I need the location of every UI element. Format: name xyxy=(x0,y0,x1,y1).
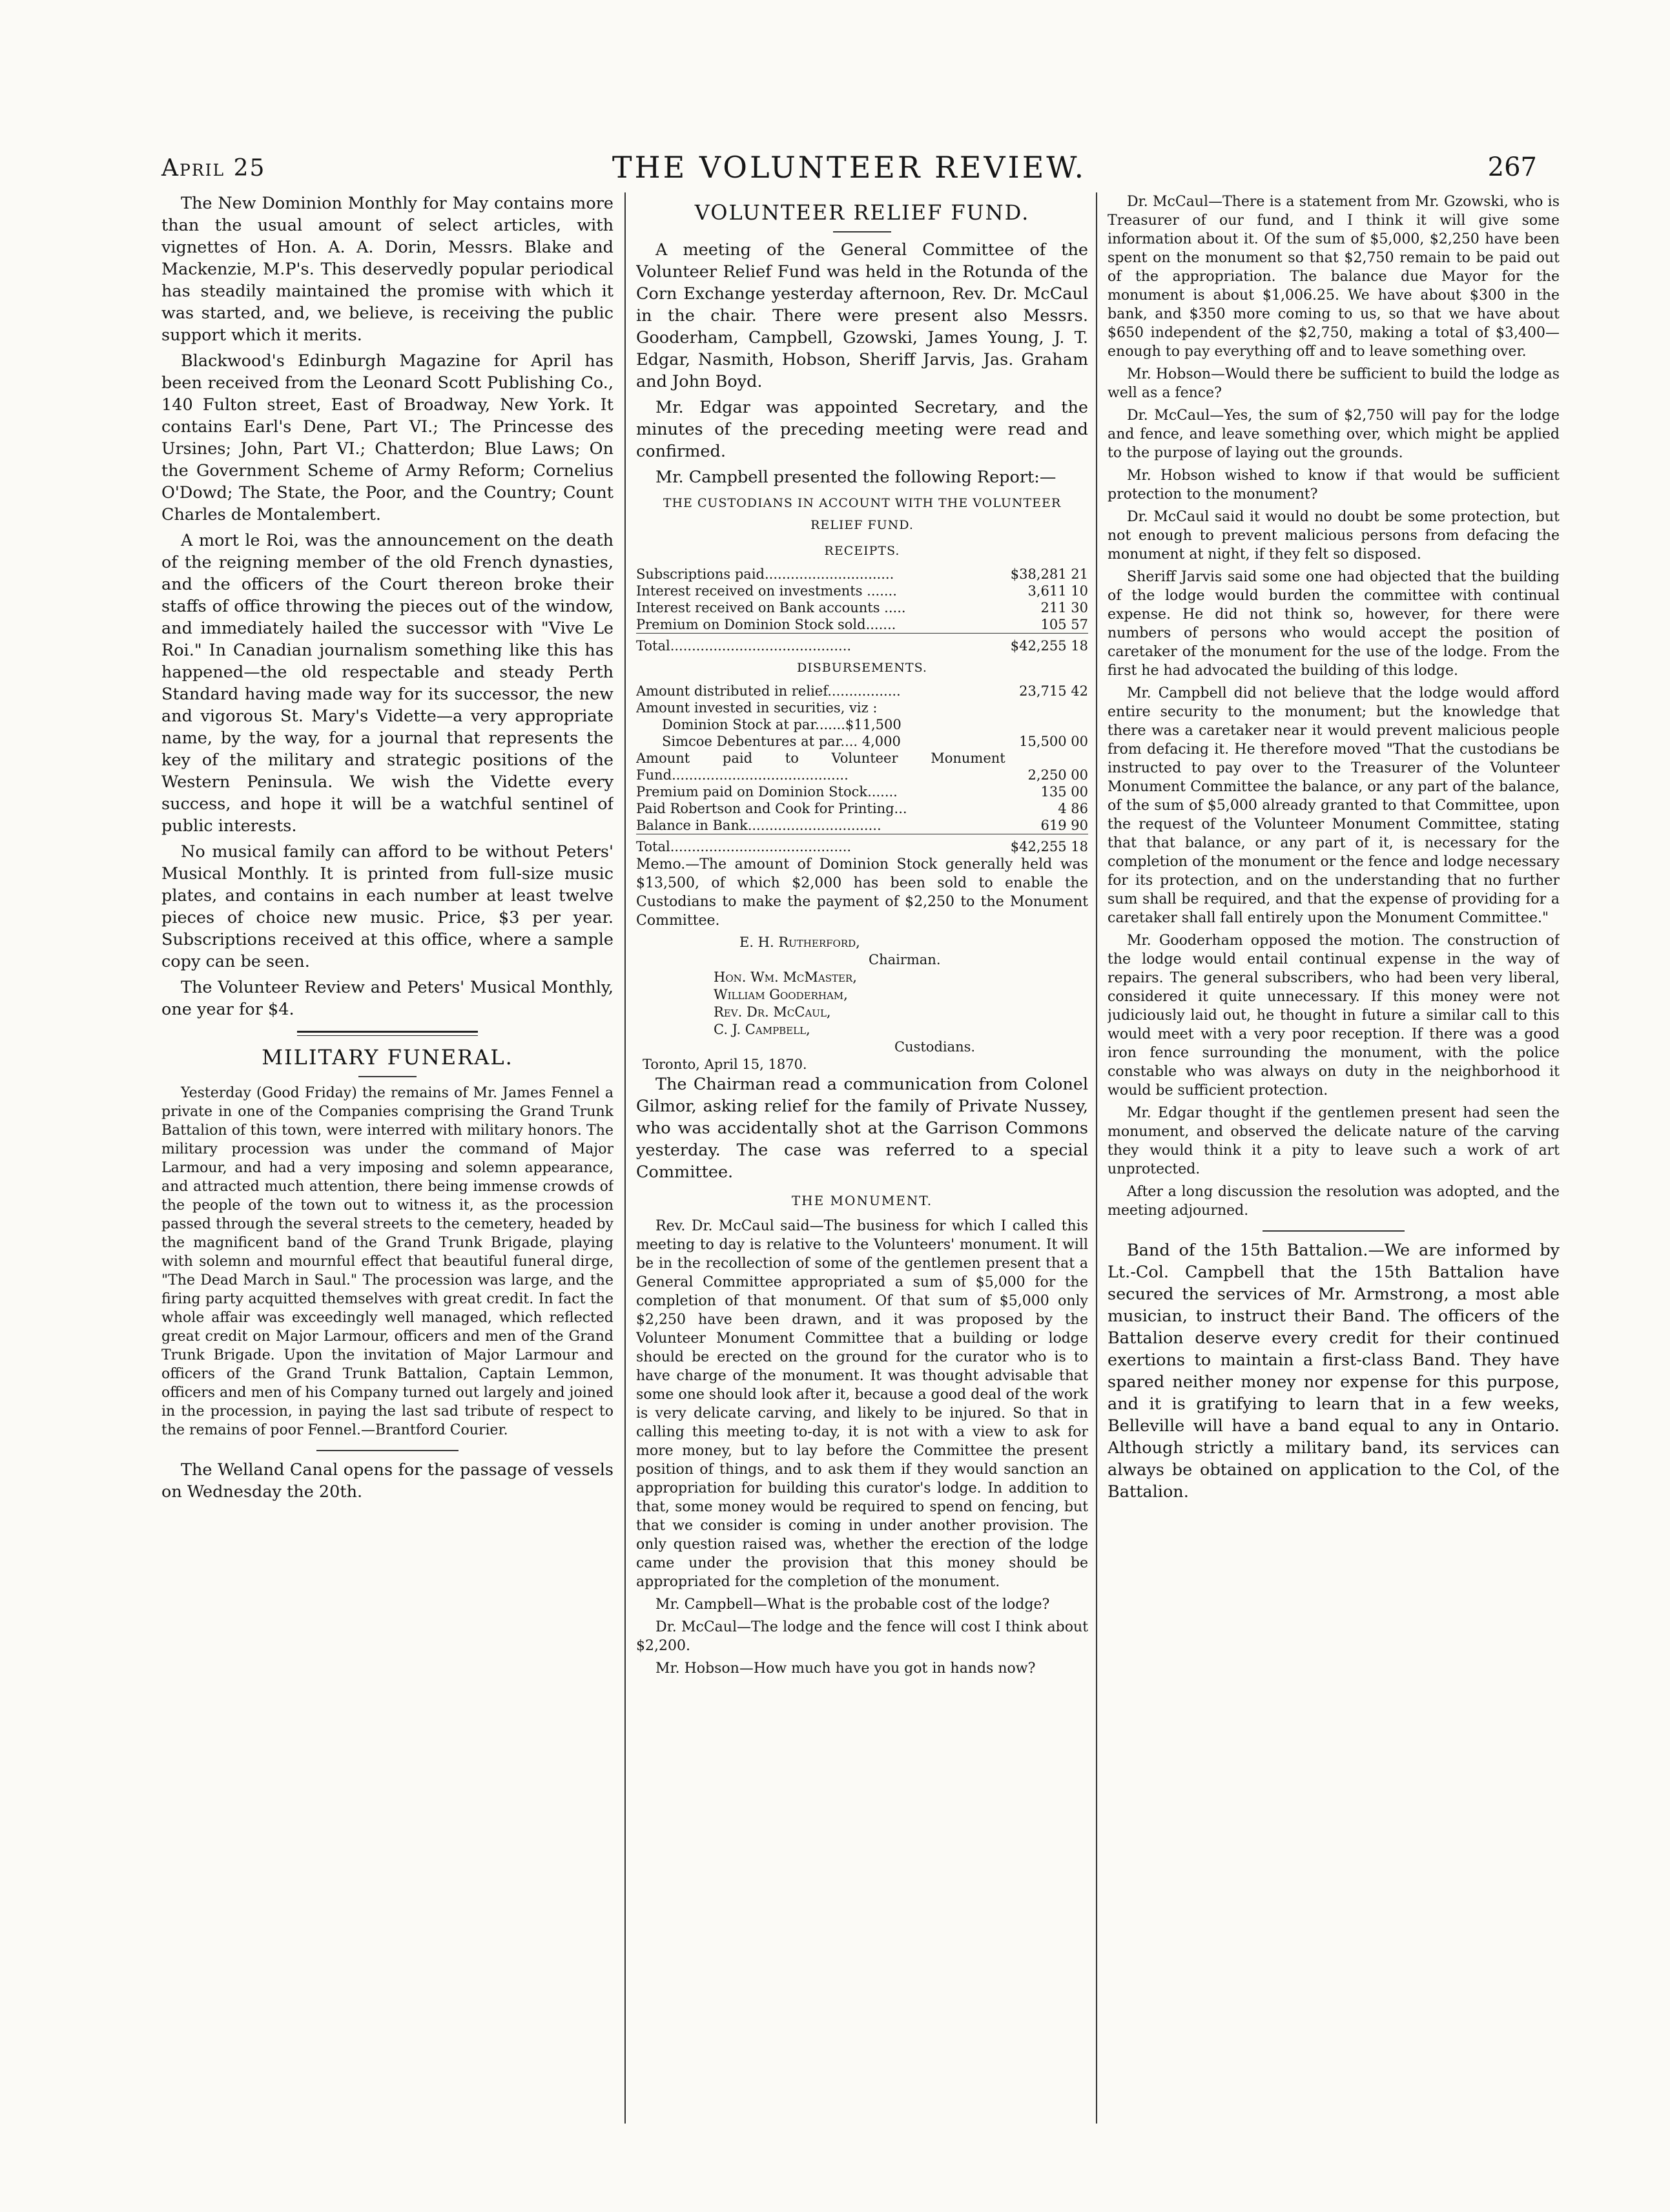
hobson-lodge-question: Mr. Hobson—Would there be sufficient to build the lodge as well as a fence? xyxy=(1108,366,1560,401)
funeral-heading: MILITARY FUNERAL. xyxy=(262,1045,513,1070)
table-row: Amount paid to Volunteer Monument Fund......................................... 2,250 00 xyxy=(636,750,1088,783)
mccaul-lodge-answer: Dr. McCaul—Yes, the sum of $2,750 will pay for the lodge and fence, and leave something over, which might be applied to the purpose of laying out the grounds. xyxy=(1108,408,1560,461)
musical-monthly-notice: No musical family can afford to be without Peters' Musical Monthly. It is printed from full-size music plates, and contains in each number at least twelve pieces of choice new music. Price, $3 per year. Subscriptions received at this office, where a sample copy can be seen. xyxy=(161,842,613,971)
resolution-adopted: After a long discussion the resolution was adopted, and the meeting adjourned. xyxy=(1108,1184,1560,1219)
mccaul-speech: Rev. Dr. McCaul said—The business for which I called this meeting to day is relative to the Volunteers' monument. It will be in the recollection of some of the gentlemen present that a General Committee appropriated a sum of $5,000 for the completion of that monument. Of that sum of $5,000 only $2,250 have been drawn, and it was proposed by the Volunteer Monument Committee that a building or lodge should be erected on the ground for the curator who is to have charge of the monument. It was thought advisable that some one should look after it, because a good deal of the work is very delicate carving, and likely to be injured. So that in calling this meeting to-day, it is not with a view to ask for more money, but to lay before the Committee the present position of things, and to ask them if they would sanction an appropriation for building this curator's lodge. In addition to that, some money would be required to spend on fencing, but that we consider is coming in under another provision. The only question raised was, whether the erection of the lodge came under the provision that this money should be appropriated for the completion of the monument. xyxy=(636,1218,1088,1590)
campbell-motion: Mr. Campbell did not believe that the lodge would afford entire security to the monument; but the knowledge that there was a caretaker near it would prevent malicious people from defacing it. He therefore moved "That the custodians be instructed to pay over to the Treasurer of the Volunteer Monument Committee the balance, or any part of the balance, of the sum of $5,000 already granted to that Committee, upon the request of the Volunteer Monument Committee, stating that that balance, or any part of it, is necessary for the completion of the monument or the fence and lodge necessary for its protection, and on the understanding that no further sum shall be required, and that the expense of providing for a caretaker shall fall entirely upon the Monument Committee." xyxy=(1108,685,1560,926)
relief-fund-heading: VOLUNTEER RELIEF FUND. xyxy=(694,200,1030,225)
meeting-paragraph: A meeting of the General Committee of the Volunteer Relief Fund was held in the Rotunda of the Corn Exchange yesterday afternoon, Rev. Dr. McCaul in the chair. There were present also Messrs. Gooderham, Campbell, Gzowski, James Young, J. T. Edgar, Nasmith, Hobson, Sheriff Jarvis, Jas. Graham and John Boyd. xyxy=(636,240,1088,391)
jarvis-remarks: Sheriff Jarvis said some one had objected that the building of the lodge would burden the committee with continual expense. He did not think so, however, for there were numbers of persons who would accept the position of caretaker of the monument for the use of the lodge. From the first he had advocated the building of this lodge. xyxy=(1108,569,1560,679)
table-row: Subscriptions paid.............................. $38,281 21 xyxy=(636,566,1088,582)
heading-rule xyxy=(358,1076,417,1077)
signature-block: E. H. Rutherford, Chairman. Hon. Wm. McMaster, William Gooderham, Rev. Dr. McCaul, C. J. Campbell, Custodians. Toronto, April 15, 1870. xyxy=(643,935,976,1072)
column-left xyxy=(161,192,613,2175)
edgar-remarks: Mr. Edgar thought if the gentlemen present had seen the monument, and observed the delicate nature of the carving they would think it a pity to leave such a work of art unprotected. xyxy=(1108,1105,1560,1177)
table-row: Interest received on Bank accounts ..... 211 30 xyxy=(636,600,1088,615)
section-rule xyxy=(316,1450,459,1451)
gooderham-opposition: Mr. Gooderham opposed the motion. The construction of the lodge would entail continual expense in the way of repairs. The general subscribers, who had been very liberal, considered it quite unnecessary. If this money were not judiciously laid out, he thought in future a similar call to this would meet with a very poor reception. If there was a good iron fence surrounding the monument, with the police constable who was always on duty in the neighborhood it would be sufficient protection. xyxy=(1108,933,1560,1099)
section-rule xyxy=(1263,1230,1405,1232)
column-divider xyxy=(624,192,626,2124)
hobson-protection-question: Mr. Hobson wished to know if that would be sufficient protection to the monument? xyxy=(1108,468,1560,502)
table-row: Simcoe Debentures at par.... 4,000 15,500 00 xyxy=(662,734,1088,749)
funeral-article: Yesterday (Good Friday) the remains of Mr. James Fennel a private in one of the Companies comprising the Grand Trunk Battalion of this town, were interred with military honors. The military procession was under the command of Major Larmour, and had a very imposing and solemn appearance, and attracted much attention, there being immense crowds of the people of the town out to witness it, as the procession passed through the several streets to the cemetery, headed by the magnificent band of the Grand Trunk Brigade, playing with solemn and mournful effect that beautiful funeral dirge, "The Dead March in Saul." The procession was large, and the firing party acquitted themselves with great credit. In fact the whole affair was exceedingly well managed, which reflected great credit on Major Larmour, officers and men of the Grand Trunk Brigade. Upon the invitation of Major Larmour and officers of the Grand Trunk Battalion, Captain Lemmon, officers and men of his Company turned out largely and joined in the procession, in paying the last sad tribute of respect to the remains of poor Fennel.—Brantford Courier. xyxy=(161,1085,613,1438)
masthead-title: THE VOLUNTEER REVIEW. xyxy=(612,150,1087,185)
heading-rule xyxy=(833,231,891,233)
campbell-question: Mr. Campbell—What is the probable cost of the lodge? xyxy=(655,1597,1050,1613)
disbursements-heading: DISBURSEMENTS. xyxy=(797,661,927,675)
table-row: Premium paid on Dominion Stock....... 135 00 xyxy=(636,784,1088,800)
issue-date: April 25 xyxy=(161,155,266,181)
hobson-question: Mr. Hobson—How much have you got in hands now? xyxy=(655,1660,1036,1677)
ornamental-rule xyxy=(297,1031,478,1036)
table-row: Dominion Stock at par.......$11,500 xyxy=(662,717,902,732)
mccaul-statement: Dr. McCaul—There is a statement from Mr. Gzowski, who is Treasurer of our fund, and I think it will give some information about it. Of the sum of $5,000, $2,250 have been spent on the monument so that $2,750 remain to be paid out of the appropriation. The balance due Mayor for the monument is about $1,006.25. We have about $300 in the bank, and $350 more coming to us, so that we have about $650 independent of the $2,750, making a total of $3,400—enough to pay everything off and to leave something over. xyxy=(1108,194,1560,360)
receipts-table xyxy=(636,566,1088,654)
report-intro: Mr. Campbell presented the following Report:— xyxy=(655,468,1057,487)
page-header xyxy=(155,150,1543,195)
gilmor-communication: The Chairman read a communication from Colonel Gilmor, asking relief for the family of Private Nussey, who was accidentally shot at the Garrison Commons yesterday. The case was referred to a special Committee. xyxy=(636,1075,1088,1182)
table-row: Amount distributed in relief................. 23,715 42 xyxy=(636,683,1088,699)
blackwood-notice: Blackwood's Edinburgh Magazine for April has been received from the Leonard Scott Publishing Co., 140 Fulton street, East of Broadway, New York. It contains Earl's Dene, Part VI.; The Princesse des Ursines; John, Part VI.; Chatterdon; Blue Laws; On the Government Scheme of Army Reform; Cornelius O'Dowd; The State, the Poor, and the Country; Count Charles de Montalembert. xyxy=(161,351,613,524)
column-middle xyxy=(636,192,1088,2175)
table-row: Balance in Bank............................... 619 90 xyxy=(636,818,1088,833)
disbursements-total-row: Total.......................................... $42,255 18 xyxy=(636,834,1088,856)
welland-canal-notice: The Welland Canal opens for the passage of vessels on Wednesday the 20th. xyxy=(161,1460,613,1502)
vidette-notice: A mort le Roi, was the announcement on the death of the reigning member of the old French dynasties, and the officers of the Court thereon broke their staffs of office throwing the pieces out of the window, and immediately hailed the successor with "Vive Le Roi." In Canadian journalism something like this has happened—the old respectable and steady Perth Standard having made way for its successor, the new and vigorous St. Mary's Vidette—a very appropriate name, by the way, for a journal that represents the key of the military and strategic positions of the Western Peninsula. We wish the Vidette every success, and hope it will be a watchful sentinel of public interests. xyxy=(161,531,613,836)
band-article: Band of the 15th Battalion.—We are informed by Lt.-Col. Campbell that the 15th Battalion have secured the services of Mr. Armstrong, a most able musician, to instruct their Band. The officers of the Battalion deserve every credit for their continued exertions to maintain a first-class Band. They have spared neither money nor expense for this purpose, and it is gratifying to learn that in a few weeks, Belleville will have a band equal to any in Ontario. Although strictly a military band, its services can always be obtained on application to the Col, of the Battalion. xyxy=(1108,1241,1560,1502)
receipts-total-row: Total.......................................... $42,255 18 xyxy=(636,634,1088,655)
table-row: Amount invested in securities, viz : xyxy=(636,700,878,716)
dominion-monthly-notice: The New Dominion Monthly for May contains more than the usual amount of select articles, with vignettes of Hon. A. A. Dorin, Messrs. Blake and Mackenzie, M.P's. This deservedly popular periodical has steadily maintained the promise with which it was started, and, we believe, is receiving the public support which it merits. xyxy=(161,194,613,345)
table-row: Premium on Dominion Stock sold....... 105 57 xyxy=(636,617,1088,632)
column-divider xyxy=(1096,192,1097,2124)
account-heading: THE CUSTODIANS IN ACCOUNT WITH THE VOLUNTEER RELIEF FUND. xyxy=(663,496,1062,532)
page-number: 267 xyxy=(1487,152,1537,182)
table-row: Paid Robertson and Cook for Printing... 4 86 xyxy=(636,801,1088,816)
secretary-paragraph: Mr. Edgar was appointed Secretary, and the minutes of the preceding meeting were read and confirmed. xyxy=(636,398,1088,461)
column-right xyxy=(1108,192,1560,2175)
monument-heading: THE MONUMENT. xyxy=(791,1193,933,1208)
disbursements-table xyxy=(636,683,1088,855)
receipts-heading: RECEIPTS. xyxy=(824,544,900,558)
subscription-offer: The Volunteer Review and Peters' Musical Monthly, one year for $4. xyxy=(161,978,613,1019)
table-row: Interest received on investments ....... 3,611 10 xyxy=(636,583,1088,599)
mccaul-protection-answer: Dr. McCaul said it would no doubt be some protection, but not enough to prevent malicious persons from defacing the monument at night, if they felt so disposed. xyxy=(1108,509,1560,563)
memo-paragraph: Memo.—The amount of Dominion Stock generally held was $13,500, of which $2,000 has been sold to enable the Custodians to make the payment of $2,250 to the Monument Committee. xyxy=(636,856,1088,929)
mccaul-answer: Dr. McCaul—The lodge and the fence will cost I think about $2,200. xyxy=(636,1619,1088,1654)
